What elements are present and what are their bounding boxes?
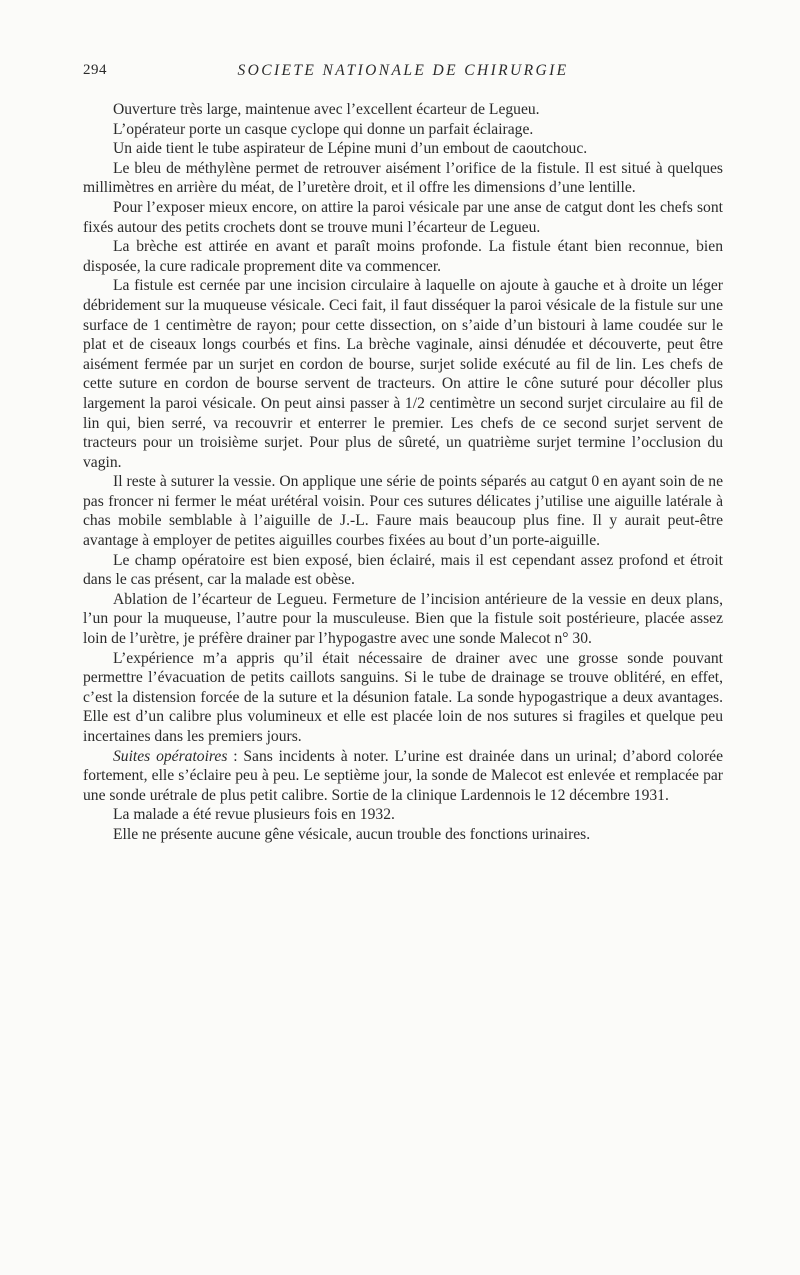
paragraph bbox=[83, 139, 723, 159]
paragraph bbox=[83, 198, 723, 237]
paragraph-text: L’opérateur porte un casque cyclope qui donne un parfait éclairage. bbox=[113, 120, 534, 138]
paragraph bbox=[83, 551, 723, 590]
paragraph bbox=[83, 159, 723, 198]
body-text bbox=[83, 100, 723, 845]
paragraph-text: L’expérience m’a appris qu’il était nécessaire de drainer avec une grosse sonde pouvant permettre l’évacuation de petits caillots sanguins. Si le tube de drainage se trouve oblitéré, en effet, c’est la distension forcée de la suture et la désunion fatale. La sonde hypogastrique a deux avantages. Elle est d’un calibre plus volumineux et elle est placée loin de nos sutures si fragiles et quelque peu incertaines dans les premiers jours. bbox=[83, 649, 723, 745]
page-number: 294 bbox=[83, 62, 107, 78]
paragraph bbox=[83, 649, 723, 747]
paragraph-text: : Sans incidents à noter. L’urine est drainée dans un urinal; d’abord colorée fortement, elle s’éclaire peu à peu. Le septième jour, la sonde de Malecot est enlevée et remplacée par une sonde urétrale de plus petit calibre. Sortie de la clinique Lardennois le 12 décembre 1931. bbox=[83, 747, 724, 804]
paragraph-text: Un aide tient le tube aspirateur de Lépine muni d’un embout de caoutchouc. bbox=[113, 140, 588, 158]
paragraph-text: Ablation de l’écarteur de Legueu. Fermeture de l’incision antérieure de la vessie en deux plans, l’un pour la muqueuse, l’autre pour la musculeuse. Bien que la fistule soit postérieure, placée assez loin de l’urètre, je préfère drainer par l’hypogastre avec une sonde Malecot n° 30. bbox=[83, 590, 723, 648]
page-header bbox=[83, 60, 723, 84]
paragraph bbox=[83, 237, 723, 276]
paragraph bbox=[83, 100, 723, 120]
paragraph-text: Ouverture très large, maintenue avec l’excellent écarteur de Legueu. bbox=[113, 101, 540, 118]
paragraph bbox=[83, 747, 723, 806]
paragraph-text: La fistule est cernée par une incision circulaire à laquelle on ajoute à gauche et à droite un léger débridement sur la muqueuse vésicale. Ceci fait, il faut disséquer la paroi vésicale de la fistule sur une surface de 1 centimètre de rayon; pour cette dissection, on s’aide d’un bistouri à lame coudée sur le plat et de ciseaux longs courbés et fins. La brèche vaginale, ainsi dénudée et découverte, peut être aisément fermée par un surjet en cordon de bourse, surjet solide exécuté au fil de lin. Les chefs de cette suture en cordon de bourse servent de tracteurs. On attire le cône suturé pour décoller plus largement la paroi vésicale. On peut ainsi passer à 1/2 centimètre un second surjet circulaire au fil de lin qui, bien serré, va recouvrir et enterrer le premier. Les chefs de ce second surjet servent de tracteurs pour un troisième surjet. Pour plus de sûreté, un quatrième surjet termine l’occlusion du vagin. bbox=[83, 277, 723, 471]
paragraph-text: Le bleu de méthylène permet de retrouver aisément l’orifice de la fistule. Il est situé à quelques millimètres en arrière du méat, de l’uretère droit, et il offre les dimensions d’une lentille. bbox=[83, 159, 723, 197]
paragraph-lead: Suites opératoires bbox=[113, 747, 228, 765]
paragraph bbox=[83, 120, 723, 140]
paragraph bbox=[83, 472, 723, 550]
paragraph bbox=[83, 825, 723, 845]
paragraph bbox=[83, 805, 723, 825]
paragraph-text: La malade a été revue plusieurs fois en 1932. bbox=[113, 806, 395, 824]
paragraph-text: Il reste à suturer la vessie. On applique une série de points séparés au catgut 0 en ayant soin de ne pas froncer ni fermer le méat urétéral voisin. Pour ces sutures délicates j’utilise une aiguille latérale à chas mobile semblable à l’aiguille de J.-L. Faure mais beaucoup plus fine. Il y aurait peut-être avantage à employer de petites aiguilles courbes fixées au bout d’un porte-aiguille. bbox=[83, 473, 723, 550]
paragraph-text: Elle ne présente aucune gêne vésicale, aucun trouble des fonctions urinaires. bbox=[113, 825, 591, 843]
paragraph bbox=[83, 590, 723, 649]
running-title: SOCIETE NATIONALE DE CHIRURGIE bbox=[237, 62, 569, 79]
paragraph-text: Le champ opératoire est bien exposé, bien éclairé, mais il est cependant assez profond et étroit dans le cas présent, car la malade est obèse. bbox=[83, 551, 723, 589]
paragraph-text: La brèche est attirée en avant et paraît moins profonde. La fistule étant bien reconnue, bien disposée, la cure radicale proprement dite va commencer. bbox=[83, 238, 723, 275]
paragraph-text: Pour l’exposer mieux encore, on attire la paroi vésicale par une anse de catgut dont les chefs sont fixés autour des petits crochets dont se trouve muni l’écarteur de Legueu. bbox=[83, 198, 723, 236]
paragraph bbox=[83, 276, 723, 472]
